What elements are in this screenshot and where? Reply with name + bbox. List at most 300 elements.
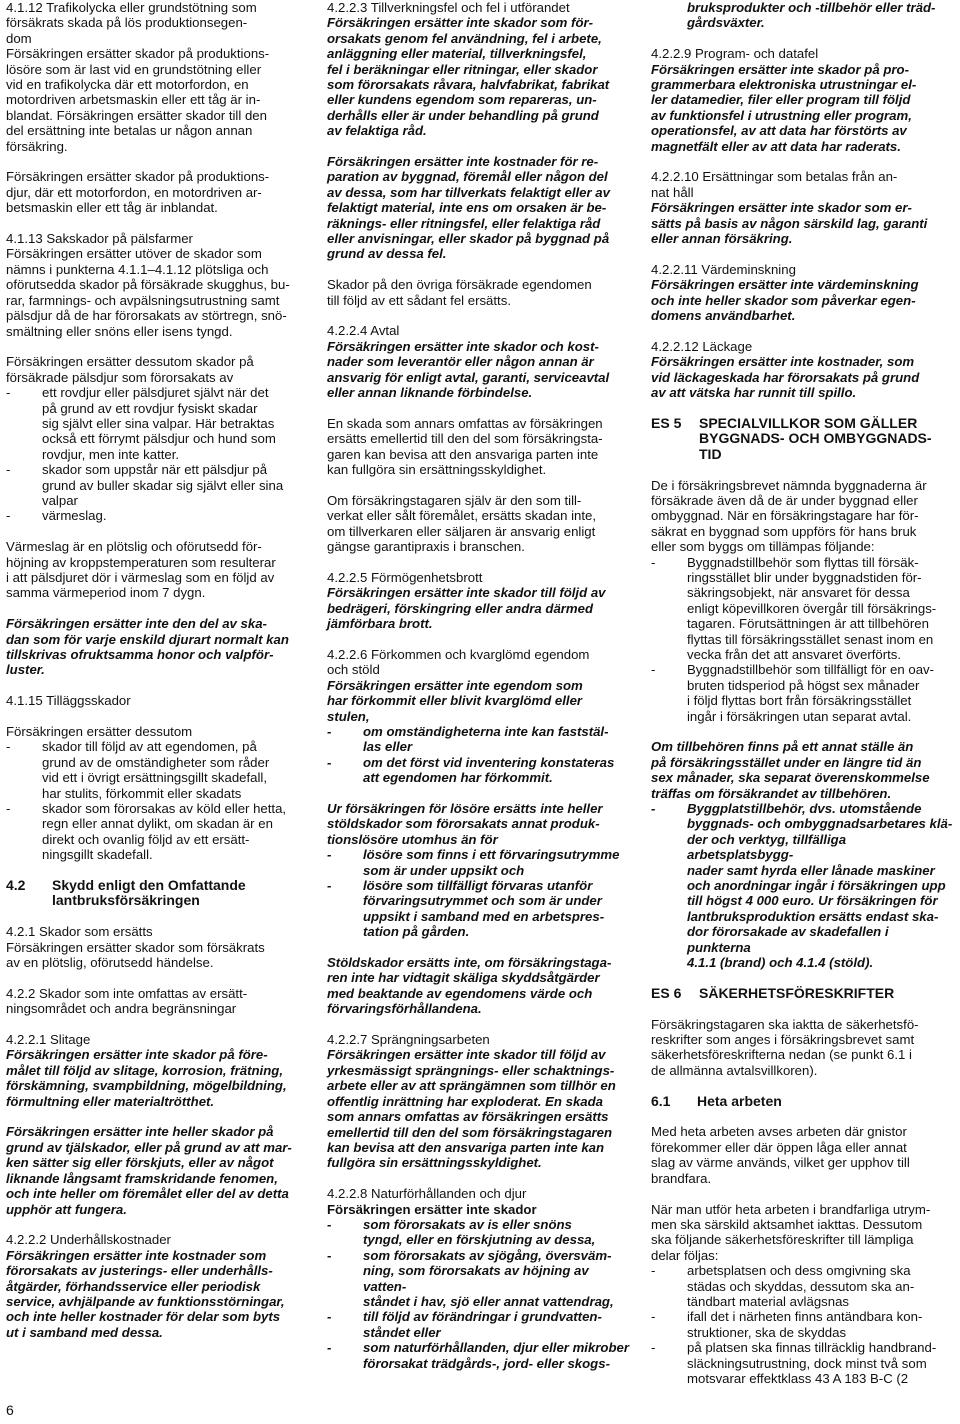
text-line: Försäkringen ersätter dessutom <box>6 723 193 739</box>
text-line: på försäkringsstället under en längre tid än <box>651 754 922 770</box>
list-item <box>6 462 308 508</box>
text-line: dor förorsakade av skadefallen i punkterna <box>687 924 889 955</box>
list-item <box>327 1248 633 1310</box>
list-dash: - <box>6 462 11 478</box>
text-line: släckningsutrustning, dock minst två som <box>687 1355 927 1371</box>
text-line: Försäkringen ersätter utöver de skador som <box>6 246 262 262</box>
heading-text: Heta arbeten <box>697 1092 782 1109</box>
list-item <box>327 724 633 755</box>
text-line: av dessa, som har tillverkats felaktigt eller av <box>327 184 610 200</box>
text-block <box>6 231 308 339</box>
text-block <box>327 323 633 338</box>
text-line: dan som för varje enskild djurart normalt kan <box>6 631 289 647</box>
text-line: vid ett i övrigt ersättningsgillt skadefall, <box>42 770 268 786</box>
text-line: 4.1.1 (brand) och 4.1.4 (stöld). <box>687 955 874 971</box>
text-line: När man utför heta arbeten i brandfarliga utrym- <box>651 1201 931 1217</box>
text-line: sätts på basis av någon särskild lag, garanti <box>651 215 928 231</box>
text-block <box>6 1248 308 1340</box>
text-line: De i försäkringsbrevet nämnda byggnaderna är <box>651 477 927 493</box>
text-line: eller annan försäkring. <box>651 231 793 247</box>
text-line: Om tillbehören finns på ett annat ställe än <box>651 739 914 755</box>
paragraph-gap <box>651 401 955 416</box>
paragraph-gap <box>327 786 633 801</box>
text-line: blandat. Försäkringen ersätter skador till den <box>6 107 267 123</box>
text-line: valpar <box>42 492 78 508</box>
text-line: Försäkringen ersätter inte skador <box>327 1201 537 1217</box>
list-dash: - <box>327 1247 332 1263</box>
text-line: garen kan bevisa att den ansvariga parten inte <box>327 446 599 462</box>
text-line: att egendomen har förkommit. <box>363 770 553 786</box>
list-dash: - <box>6 739 11 755</box>
paragraph-gap <box>6 678 308 693</box>
text-line: skador som förorsakas av köld eller hetta, <box>42 801 287 817</box>
text-line: räknings- eller ritningsfel, eller felaktiga råd <box>327 215 601 231</box>
text-column-middle <box>327 0 633 1371</box>
paragraph-gap <box>6 863 308 878</box>
text-line: der och verktyg, tillfälliga arbetsplatsbygg- <box>687 831 847 863</box>
heading-row <box>651 1094 955 1109</box>
paragraph-gap <box>6 709 308 724</box>
condition-number: ES 6 <box>651 984 682 1001</box>
paragraph-gap <box>6 216 308 231</box>
text-line: Försäkringen ersätter inte kostnader som <box>6 1247 267 1263</box>
text-line: Försäkringen ersätter inte heller skador på <box>6 1124 274 1140</box>
text-line: 4.2.2.1 Slitage <box>6 1032 91 1048</box>
text-line: till följd av förändringar i grundvatten- <box>363 1309 602 1325</box>
text-block <box>327 647 633 678</box>
text-line: av en plötslig, oförutsedd händelse. <box>6 955 214 971</box>
text-block <box>6 1124 308 1216</box>
text-line: Byggnadstillbehör som flyttas till försäk- <box>687 554 919 570</box>
text-line: de allmänna avtalsvillkoren). <box>651 1062 818 1078</box>
text-line: sig självt eller sina valpar. Här betraktas <box>42 415 275 431</box>
paragraph-gap <box>6 970 308 985</box>
list-item <box>651 1340 955 1386</box>
text-block <box>327 416 633 478</box>
paragraph-gap <box>651 1078 955 1093</box>
list-dash: - <box>327 1309 332 1325</box>
text-line: Försäkringen ersätter skador som försäkrats <box>6 939 265 955</box>
text-line: operationsfel, av att data har förstörts av <box>651 123 907 139</box>
text-line: skador som uppstår när ett pälsdjur på <box>42 462 268 478</box>
text-block <box>327 678 633 724</box>
text-line: motordriven arbetsmaskin eller ett tåg är in- <box>6 92 261 108</box>
text-line: del ersättning inte betalas ur någon annan <box>6 123 253 139</box>
text-line: ringsstället blir under byggnadstiden för- <box>687 569 922 585</box>
text-line: också ett förrymt pälsdjur och hund som <box>42 431 276 447</box>
list-dash: - <box>327 878 332 894</box>
text-line: verkat eller sålt föremålet, ersätts skadan inte, <box>327 508 596 524</box>
text-line: ingår i försäkringen utan separat avtal. <box>687 708 912 724</box>
text-line: 4.2.2.5 Förmögenhetsbrott <box>327 569 483 585</box>
text-line: En skada som annars omfattas av försäkringen <box>327 415 603 431</box>
paragraph-gap <box>651 724 955 739</box>
condition-heading <box>651 986 955 1001</box>
text-line: och inte heller kostnader för delar som byts <box>6 1309 281 1325</box>
heading-text: TID <box>699 445 722 462</box>
heading-text: SÄKERHETSFÖRESKRIFTER <box>699 984 895 1001</box>
text-line: träffas om försäkrandet av tillbehören. <box>651 785 892 801</box>
text-block <box>327 570 633 585</box>
text-line: Försäkringen ersätter inte den del av ska- <box>6 616 267 632</box>
text-line: enligt köpevillkoren övergår till försäkrings- <box>687 600 937 616</box>
text-block <box>651 46 955 61</box>
list-item <box>6 801 308 863</box>
text-block <box>651 262 955 277</box>
text-line: struktioner, ska de skyddas <box>687 1324 847 1340</box>
text-line: tyngd, eller en förskjutning av dessa, <box>363 1232 596 1248</box>
text-line: säkringsobjekt, när ansvaret för dessa <box>687 585 910 601</box>
condition-heading <box>651 416 955 462</box>
text-line: ett rovdjur eller pälsdjuret självt när det <box>42 385 269 401</box>
text-line: har förkommit eller blivit kvarglömd eller <box>327 693 583 709</box>
text-line: Byggnadstillbehör som tillfälligt för en oav- <box>687 662 935 678</box>
text-block <box>327 801 633 847</box>
text-block <box>651 354 955 400</box>
paragraph-gap <box>651 1001 955 1016</box>
paragraph-gap <box>327 555 633 570</box>
text-line: ren inte har vidtagit skäliga skyddsåtgärder <box>327 970 600 986</box>
text-line: sex månader, ska separat överenskommelse <box>651 770 930 786</box>
text-line: Skador på den övriga försäkrade egendomen <box>327 277 592 293</box>
text-line: nader samt hyrda eller lånade maskiner <box>687 862 935 878</box>
text-line: grund av de omständigheter som råder <box>42 754 270 770</box>
text-line: brandfara. <box>651 1170 712 1186</box>
text-line: ståndet eller <box>363 1324 441 1340</box>
text-line: grund av tjälskador, eller på grund av att mar- <box>6 1139 292 1155</box>
paragraph-gap <box>651 31 955 46</box>
text-line: liknande långsamt framskridande fenomen, <box>6 1170 278 1186</box>
text-line: tändbart material avlägsnas <box>687 1293 850 1309</box>
text-line: förskämning, svampbildning, mögelbildning, <box>6 1078 287 1094</box>
list-item <box>651 1309 955 1340</box>
list-dash: - <box>327 754 332 770</box>
text-line: paration av byggnad, föremål eller någon del <box>327 169 608 185</box>
text-column-right <box>651 0 955 1386</box>
text-line: arbetsplatsen och dess omgivning ska <box>687 1263 911 1279</box>
list-item <box>651 801 955 970</box>
text-line: försäkrats skada på lös produktionsegen- <box>6 15 248 31</box>
text-line: 4.2.2.6 Förkommen och kvarglömd egendom <box>327 646 590 662</box>
text-line: pälsdjur då de har förorsakats av störtregn, snö- <box>6 308 287 324</box>
heading-row <box>6 878 308 893</box>
text-line: stulen, <box>327 708 370 724</box>
text-line: 4.2.2.7 Sprängningsarbeten <box>327 1032 490 1048</box>
text-line: Byggplatstillbehör, dvs. utomstående <box>687 801 922 817</box>
list-dash: - <box>651 1340 656 1356</box>
text-line: smältning eller snöns eller isens tyngd. <box>6 323 233 339</box>
text-line: höjning av kroppstemperaturen som resulterar <box>6 554 276 570</box>
text-block <box>651 277 955 323</box>
text-line: om det först vid inventering konstateras <box>363 754 615 770</box>
text-block <box>327 1032 633 1047</box>
text-line: motsvarar effektklass 43 A 183 B-C (2 <box>687 1370 909 1386</box>
text-block <box>651 339 955 354</box>
text-line: 4.1.15 Tilläggsskador <box>6 693 131 709</box>
text-block <box>327 15 633 138</box>
list-item <box>327 755 633 786</box>
text-block <box>651 478 955 555</box>
text-block <box>651 200 955 246</box>
text-line: ombyggnad. När en försäkringstagare har för- <box>651 508 919 524</box>
text-line: av felaktiga råd. <box>327 123 427 139</box>
text-line: förvaringsförhållandena. <box>327 1001 482 1017</box>
paragraph-gap <box>6 909 308 924</box>
text-line: Försäkringen ersätter inte egendom som <box>327 677 583 693</box>
text-block <box>6 539 308 601</box>
text-line: domens användbarhet. <box>651 308 796 324</box>
text-line: 4.2.2.3 Tillverkningsfel och fel i utförandet <box>327 0 570 15</box>
text-line: ifall det i närheten finns antändbara kon- <box>687 1309 923 1325</box>
heading-text: lantbruksförsäkringen <box>52 892 200 909</box>
text-line: direkt och ovanlig följd av ett ersätt- <box>42 831 250 847</box>
text-block <box>651 739 955 801</box>
text-line: gängse garantipraxis i branschen. <box>327 539 525 555</box>
text-line: magnetfält eller av att data har raderats. <box>651 138 901 154</box>
text-line: Med heta arbeten avses arbeten där gnistor <box>651 1124 907 1140</box>
text-line: förorsakat trädgårds-, jord- eller skogs- <box>363 1355 610 1371</box>
text-block <box>651 169 955 200</box>
list-dash: - <box>327 1216 332 1232</box>
text-line: grammerbara elektroniska utrustningar el- <box>651 77 917 93</box>
text-line: Försäkringstagaren ska iaktta de säkerhetsfö- <box>651 1016 919 1032</box>
text-line: till följd av ett sådant fel ersätts. <box>327 292 511 308</box>
text-line: om omständigheterna inte kan faststäl- <box>363 723 609 739</box>
text-line: Ur försäkringen för lösöre ersätts inte heller <box>327 801 603 816</box>
text-line: Försäkringen ersätter inte kostnader, som <box>651 354 915 370</box>
list-dash: - <box>327 723 332 739</box>
text-line: försäkrade även då de är under byggnad eller <box>651 492 918 508</box>
list-item <box>327 1217 633 1248</box>
text-line: av att vätska har runnit till spillo. <box>651 385 857 401</box>
text-line: Om försäkringstagaren själv är den som till- <box>327 492 582 508</box>
heading-text: BYGGNADS- OCH OMBYGGNADS- <box>699 430 932 447</box>
list-dash: - <box>651 801 656 817</box>
list-dash: - <box>327 1340 332 1356</box>
text-line: anläggning eller material, tillverkningsfel, <box>327 46 587 62</box>
section-heading <box>651 1094 955 1109</box>
text-line: gårdsväxter. <box>687 15 765 31</box>
list-dash: - <box>327 847 332 863</box>
text-line: som förorsakats av sjögång, översväm- <box>363 1247 612 1263</box>
text-line: kan bevisa att den ansvariga parten inte kan <box>327 1139 605 1155</box>
text-line: felaktigt material, inte ens om orsaken är be- <box>327 200 607 216</box>
text-line: eller kundens egendom som repareras, un- <box>327 92 597 108</box>
paragraph-gap <box>6 154 308 169</box>
text-line: på platsen ska finnas tillräcklig handbrand- <box>687 1340 937 1356</box>
text-line: som annars omfattas av försäkringen ersätts <box>327 1109 609 1125</box>
text-line: emellertid till den del som försäkringstagaren <box>327 1124 613 1140</box>
text-line: 4.2.2.9 Program- och datafel <box>651 46 819 62</box>
text-line: reskrifter som anges i försäkringsbrevet samt <box>651 1032 915 1048</box>
text-line: Försäkringen ersätter inte skador på före- <box>6 1047 268 1063</box>
text-block <box>651 1202 955 1264</box>
text-line: säkerhetsföreskrifterna nedan (se punkt 6.1 i <box>651 1047 912 1063</box>
text-line: 4.1.13 Sakskador på pälsfarmer <box>6 231 193 247</box>
text-block <box>6 724 308 739</box>
text-line: försäkrade pälsdjur som förorsakats av <box>6 369 234 385</box>
text-line: fullgöra sin ersättningsskyldighet. <box>327 1155 542 1171</box>
paragraph-gap <box>651 970 955 985</box>
text-block <box>6 924 308 970</box>
text-line: byggnads- och ombyggnadsarbetares klä- <box>687 816 953 832</box>
text-line: 4.1.12 Trafikolycka eller grundstötning som <box>6 0 257 15</box>
text-line: ler datamedier, filer eller program till följd <box>651 92 911 108</box>
list-dash: - <box>6 508 11 524</box>
text-line: tagaren. Förutsättningen är att tillbehören <box>687 616 929 632</box>
text-line: 4.2.2.10 Ersättningar som betalas från an- <box>651 169 898 185</box>
text-line: grund av dessa fel. <box>327 246 447 262</box>
text-block <box>327 154 633 262</box>
text-block <box>6 1047 308 1109</box>
text-line: och anordningar ingår i försäkringen upp <box>687 878 946 894</box>
text-line: stöldskador som förorsakats annat produk- <box>327 816 600 832</box>
text-line: ningsgillt skadefall. <box>42 847 153 863</box>
text-line: skador till följd av att egendomen, på <box>42 739 257 755</box>
text-block <box>6 986 308 1017</box>
page-number: 6 <box>6 1402 14 1418</box>
text-line: Stöldskador ersätts inte, om försäkringstaga- <box>327 955 612 971</box>
text-line: flyttas till försäkringsstället senast inom en <box>687 631 934 647</box>
text-block <box>651 1017 955 1079</box>
text-line: yrkesmässigt sprängnings- eller schaktnings- <box>327 1062 615 1078</box>
text-line: eller anvisningar, eller skador på byggnad på <box>327 231 610 247</box>
condition-number: ES 5 <box>651 414 682 431</box>
text-line: Försäkringen ersätter skador på produktions- <box>6 169 270 185</box>
text-line: i att pälsdjuret dör i värmeslag som en följd av <box>6 569 275 585</box>
text-line: nader som leverantör eller någon annan är <box>327 354 594 370</box>
text-line: nat håll <box>651 184 694 200</box>
text-block <box>651 62 955 154</box>
text-block <box>651 1124 955 1186</box>
text-line: målet till följd av slitage, korrosion, frätning, <box>6 1062 283 1078</box>
text-block <box>327 277 633 308</box>
text-line: orsakats genom fel användning, fel i arbete, <box>327 30 602 46</box>
paragraph-gap <box>327 262 633 277</box>
text-line: nämns i punkterna 4.1.1–4.1.12 plötsliga och <box>6 261 269 277</box>
text-column-left <box>6 0 308 1340</box>
text-line: upphör att fungera. <box>6 1201 127 1217</box>
paragraph-gap <box>327 1017 633 1032</box>
paragraph-gap <box>651 323 955 338</box>
text-line: och inte heller skador som påverkar egen- <box>651 292 916 308</box>
text-line: ansvarig för enligt avtal, garanti, serviceavtal <box>327 369 610 385</box>
text-line: ningsområdet och andra begränsningar <box>6 1001 237 1017</box>
text-line: bruksprodukter och -tillbehör eller träd- <box>687 0 936 15</box>
text-line: lösöre som är last vid en grundstötning eller <box>6 61 262 77</box>
text-line: förmultning eller materialtrötthet. <box>6 1093 215 1109</box>
text-line: luster. <box>6 662 45 678</box>
text-line: samma värmeperiod inom 7 dygn. <box>6 585 206 601</box>
text-line: las eller <box>363 739 413 755</box>
text-line: Försäkringen ersätter inte skador som för- <box>327 15 594 31</box>
text-line: som naturförhållanden, djur eller mikrober <box>363 1340 630 1356</box>
text-line: åtgärder, förhandsservice eller periodisk <box>6 1278 261 1294</box>
text-line: delar följas: <box>651 1247 719 1263</box>
heading-text: Skydd enligt den Omfattande <box>52 877 246 894</box>
list-item <box>327 1309 633 1340</box>
text-block <box>6 169 308 215</box>
paragraph-gap <box>327 478 633 493</box>
text-line: regn eller annat dylikt, om skadan är en <box>42 816 273 832</box>
paragraph-gap <box>327 632 633 647</box>
list-item <box>651 555 955 663</box>
list-item <box>651 1263 955 1309</box>
paragraph-gap <box>6 1017 308 1032</box>
text-line: Försäkringen ersätter inte skador till följd av <box>327 585 606 601</box>
paragraph-gap <box>327 940 633 955</box>
text-line: bedrägeri, förskingring eller andra därmed <box>327 600 594 616</box>
paragraph-gap <box>6 339 308 354</box>
section-number: 4.2 <box>6 877 26 894</box>
text-line: Värmeslag är en plötslig och oförutsedd för- <box>6 539 262 555</box>
text-line: Försäkringen ersätter skador på produktions- <box>6 46 270 62</box>
text-line: och inte heller om föremålet eller del av detta <box>6 1186 289 1202</box>
text-block <box>651 0 955 31</box>
text-line: men ska särskild aktsamhet iakttas. Dessutom <box>651 1216 923 1232</box>
list-dash: - <box>6 801 11 817</box>
text-line: värmeslag. <box>42 508 107 524</box>
text-line: ersätts emellertid till den del som försäkringsta- <box>327 431 603 447</box>
section-number: 6.1 <box>651 1092 671 1109</box>
text-line: vecka från det att ansvaret överförts. <box>687 646 902 662</box>
paragraph-gap <box>651 246 955 261</box>
text-block <box>6 1232 308 1247</box>
text-line: 4.2.2.8 Naturförhållanden och djur <box>327 1186 527 1202</box>
heading-row <box>6 893 308 908</box>
text-line: förvaringsutrymmet och som är under <box>363 893 602 909</box>
text-block <box>327 1047 633 1170</box>
text-line: förorsakats av justerings- eller underhålls- <box>6 1263 273 1279</box>
text-line: säkrat en byggnad som uppförs för hans bruk <box>651 523 917 539</box>
text-line: eller annan liknande förbindelse. <box>327 385 533 401</box>
text-line: ska följande säkerhetsföreskrifter till lämpliga <box>651 1232 914 1248</box>
text-line: djur, där ett motorfordon, en motordriven ar- <box>6 184 262 200</box>
paragraph-gap <box>327 139 633 154</box>
text-line: lösöre som finns i ett förvaringsutrymme <box>363 847 620 863</box>
text-block <box>327 1202 633 1217</box>
text-block <box>6 354 308 385</box>
text-block <box>327 493 633 555</box>
text-line: Försäkringen ersätter dessutom skador på <box>6 354 254 370</box>
list-dash: - <box>651 1309 656 1325</box>
paragraph-gap <box>651 1186 955 1201</box>
text-line: ken sätter sig eller förskjuts, eller av något <box>6 1155 274 1171</box>
text-line: tionslösöre utomhus än för <box>327 831 498 847</box>
paragraph-gap <box>327 308 633 323</box>
text-block <box>327 339 633 401</box>
text-line: betsmaskin eller ett tåg är inblandat. <box>6 200 218 216</box>
text-line: om tillverkaren eller säljaren är ansvarig enligt <box>327 523 596 539</box>
heading-text: SPECIALVILLKOR SOM GÄLLER <box>699 414 918 431</box>
text-block <box>327 1186 633 1201</box>
paragraph-gap <box>651 1109 955 1124</box>
text-block <box>6 693 308 708</box>
text-line: dom <box>6 30 32 46</box>
text-line: slag av värme används, vilket ger upphov till <box>651 1155 910 1171</box>
text-line: kan fullgöra sin ersättningsskyldighet. <box>327 462 547 478</box>
text-line: 4.2.2.2 Underhållskostnader <box>6 1232 171 1248</box>
paragraph-gap <box>651 462 955 477</box>
text-line: på grund av ett rovdjur fysiskt skadar <box>42 400 258 416</box>
text-line: 4.2.2.11 Värdeminskning <box>651 261 796 277</box>
list-item <box>6 385 308 462</box>
text-line: till högst 4 000 euro. Ur försäkringen för <box>687 893 938 909</box>
text-line: förekommer eller där öppen låga eller annat <box>651 1139 907 1155</box>
paragraph-gap <box>6 1109 308 1124</box>
text-line: vid läckageskada har förorsakats på grund <box>651 369 920 385</box>
text-line: uppsikt i samband med en arbetspres- <box>363 908 605 924</box>
